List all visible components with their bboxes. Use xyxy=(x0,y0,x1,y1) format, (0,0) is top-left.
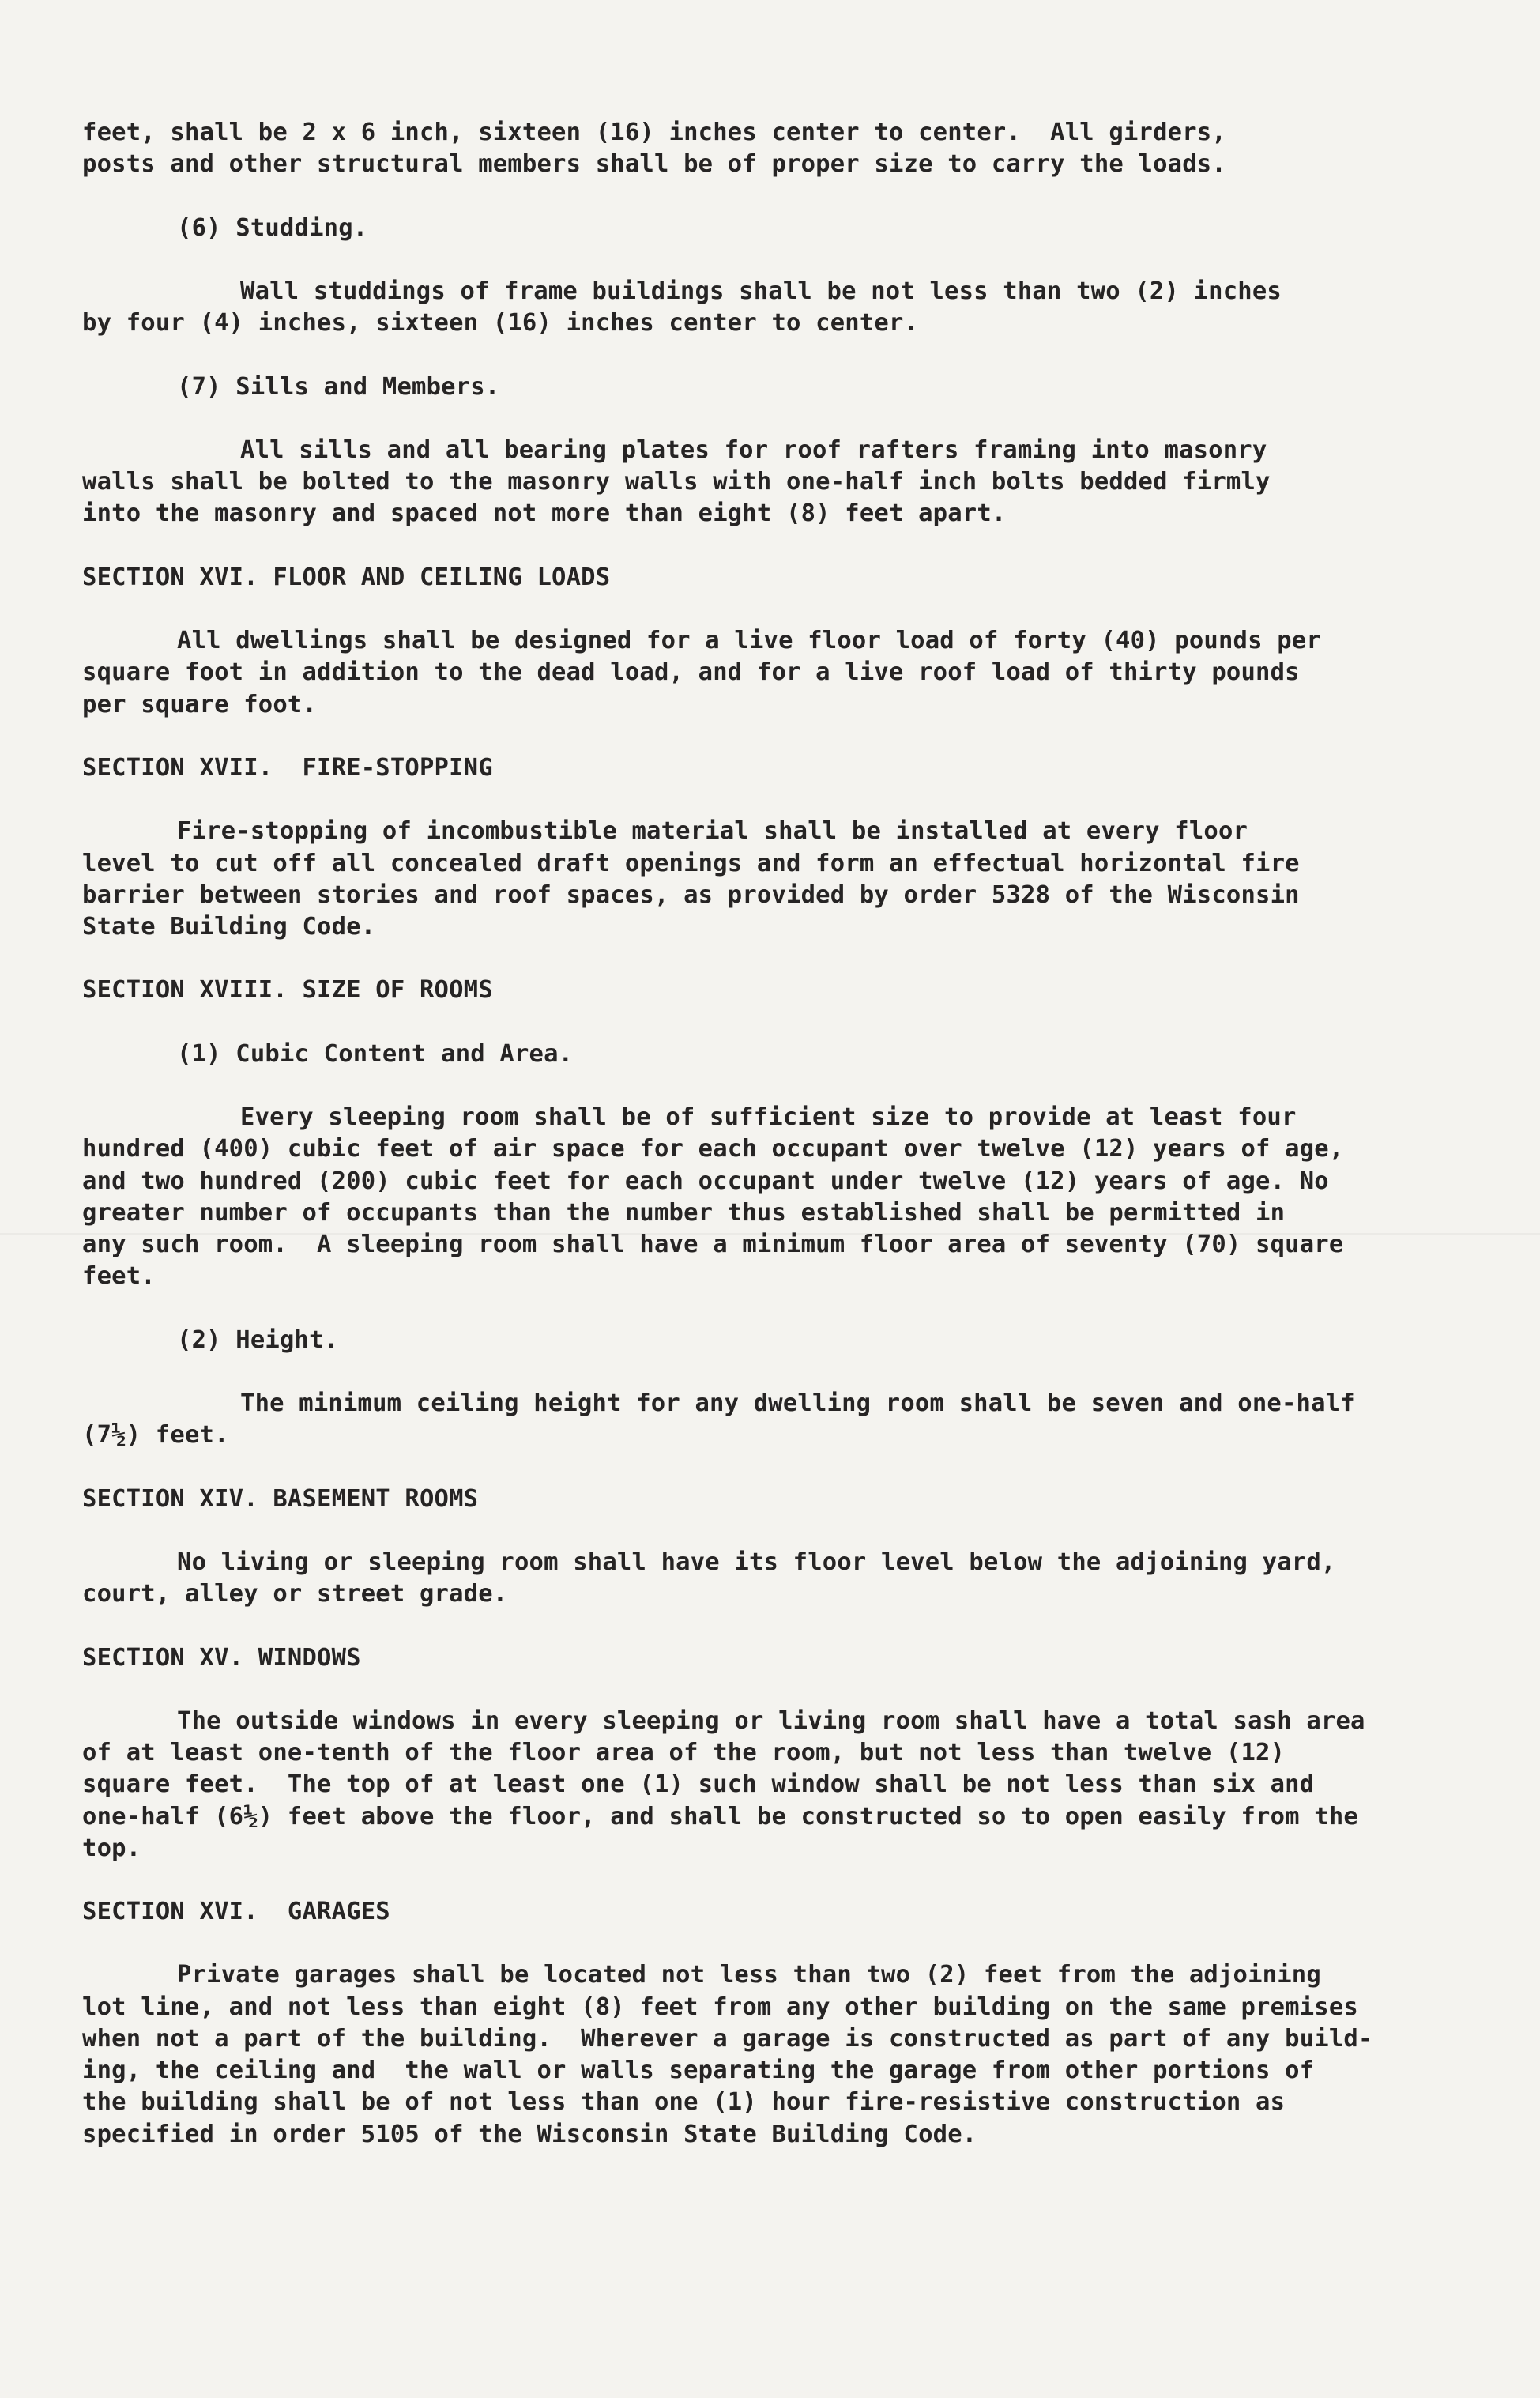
rooms-sub1-body xyxy=(82,1102,1473,1292)
text-line: of at least one-tenth of the floor area of the room, but not less than twelve (12) xyxy=(82,1739,1286,1767)
rooms-sub2-heading xyxy=(82,1325,1473,1356)
rooms-sub1-heading xyxy=(82,1039,1473,1070)
text-line: SECTION XV. WINDOWS xyxy=(82,1643,361,1672)
text-line: ing, the ceiling and the wall or walls separating the garage from other portions of xyxy=(82,2057,1315,2085)
section-basement-body xyxy=(82,1547,1473,1610)
text-line: square feet. The top of at least one (1) such window shall be not less than six and xyxy=(82,1770,1315,1799)
text-line: lot line, and not less than eight (8) feet from any other building on the same premises xyxy=(82,1993,1358,2021)
text-line: feet, shall be 2 x 6 inch, sixteen (16) inches center to center. All girders, xyxy=(82,119,1226,146)
rooms-sub2-body xyxy=(82,1388,1473,1451)
text-line: The minimum ceiling height for any dwelling room shall be seven and one-half xyxy=(240,1389,1355,1417)
text-line: feet. xyxy=(82,1262,156,1291)
text-line: (2) Height. xyxy=(177,1325,339,1354)
section-windows-body xyxy=(82,1706,1473,1864)
section-fire-body xyxy=(82,816,1473,943)
text-line: per square foot. xyxy=(82,690,318,718)
text-line: (6) Studding. xyxy=(177,213,368,242)
text-line: All sills and all bearing plates for roof rafters framing into masonry xyxy=(240,435,1267,464)
section-garages-heading xyxy=(82,1896,1473,1928)
text-line: level to cut off all concealed draft openings and form an effectual horizontal fire xyxy=(82,849,1300,877)
text-line: top. xyxy=(82,1834,141,1862)
section-fire-heading xyxy=(82,752,1473,784)
text-line: (1) Cubic Content and Area. xyxy=(177,1039,574,1068)
text-line: SECTION XVI. GARAGES xyxy=(82,1898,390,1926)
text-line: specified in order 5105 of the Wisconsin State Building Code. xyxy=(82,2120,977,2148)
text-line: into the masonry and spaced not more than eight (8) feet apart. xyxy=(82,500,1007,528)
text-line: posts and other structural members shall be of proper size to carry the loads. xyxy=(82,150,1226,179)
text-line: walls shall be bolted to the masonry walls with one-half inch bolts bedded firmly xyxy=(82,468,1271,496)
text-line: (7) Sills and Members. xyxy=(177,372,500,401)
section-garages-body xyxy=(82,1959,1473,2150)
text-line: SECTION XVII. FIRE-STOPPING xyxy=(82,753,493,782)
text-line: The outside windows in every sleeping or living room shall have a total sash area xyxy=(177,1706,1365,1735)
text-line: SECTION XIV. BASEMENT ROOMS xyxy=(82,1484,479,1513)
subsection-7-heading xyxy=(82,371,1473,403)
text-line: square foot in addition to the dead load, and for a live roof load of thirty pounds xyxy=(82,658,1300,687)
text-line: (7½) feet. xyxy=(82,1421,229,1450)
text-line: Fire-stopping of incombustible material shall be installed at every floor xyxy=(177,817,1248,846)
text-line: Every sleeping room shall be of sufficient size to provide at least four xyxy=(240,1103,1297,1132)
text-line: Wall studdings of frame buildings shall be not less than two (2) inches xyxy=(240,277,1282,305)
text-line: No living or sleeping room shall have its floor level below the adjoining yard, xyxy=(177,1548,1336,1576)
section-basement-heading xyxy=(82,1484,1473,1515)
intro-continuation xyxy=(82,117,1473,180)
section-windows-heading xyxy=(82,1642,1473,1674)
subsection-6-heading xyxy=(82,213,1473,244)
text-line: one-half (6½) feet above the floor, and shall be constructed so to open easily from the xyxy=(82,1802,1358,1831)
text-line: SECTION XVI. FLOOR AND CEILING LOADS xyxy=(82,563,611,591)
text-line: court, alley or street grade. xyxy=(82,1580,508,1608)
text-line: when not a part of the building. Wherever a garage is constructed as part of any build- xyxy=(82,2024,1373,2053)
section-floor-heading xyxy=(82,562,1473,594)
typewritten-document xyxy=(82,117,1473,2182)
section-rooms-heading xyxy=(82,975,1473,1006)
text-line: greater number of occupants than the number thus established shall be permitted in xyxy=(82,1198,1286,1227)
subsection-7-body xyxy=(82,435,1473,530)
text-line: the building shall be of not less than one (1) hour fire-resistive construction as xyxy=(82,2088,1286,2117)
text-line: by four (4) inches, sixteen (16) inches center to center. xyxy=(82,309,919,337)
section-floor-body xyxy=(82,625,1473,721)
text-line: Private garages shall be located not less than two (2) feet from the adjoining xyxy=(177,1961,1321,1989)
text-line: State Building Code. xyxy=(82,912,376,941)
text-line: barrier between stories and roof spaces, as provided by order 5328 of the Wisconsin xyxy=(82,880,1300,909)
text-line: All dwellings shall be designed for a live floor load of forty (40) pounds per xyxy=(177,627,1321,655)
text-line: hundred (400) cubic feet of air space for each occupant over twelve (12) years of age, xyxy=(82,1135,1344,1163)
text-line: any such room. A sleeping room shall have a minimum floor area of seventy (70) square xyxy=(82,1230,1344,1258)
text-line: SECTION XVIII. SIZE OF ROOMS xyxy=(82,976,493,1005)
text-line: and two hundred (200) cubic feet for each occupant under twelve (12) years of age. No xyxy=(82,1167,1329,1195)
subsection-6-body xyxy=(82,276,1473,339)
